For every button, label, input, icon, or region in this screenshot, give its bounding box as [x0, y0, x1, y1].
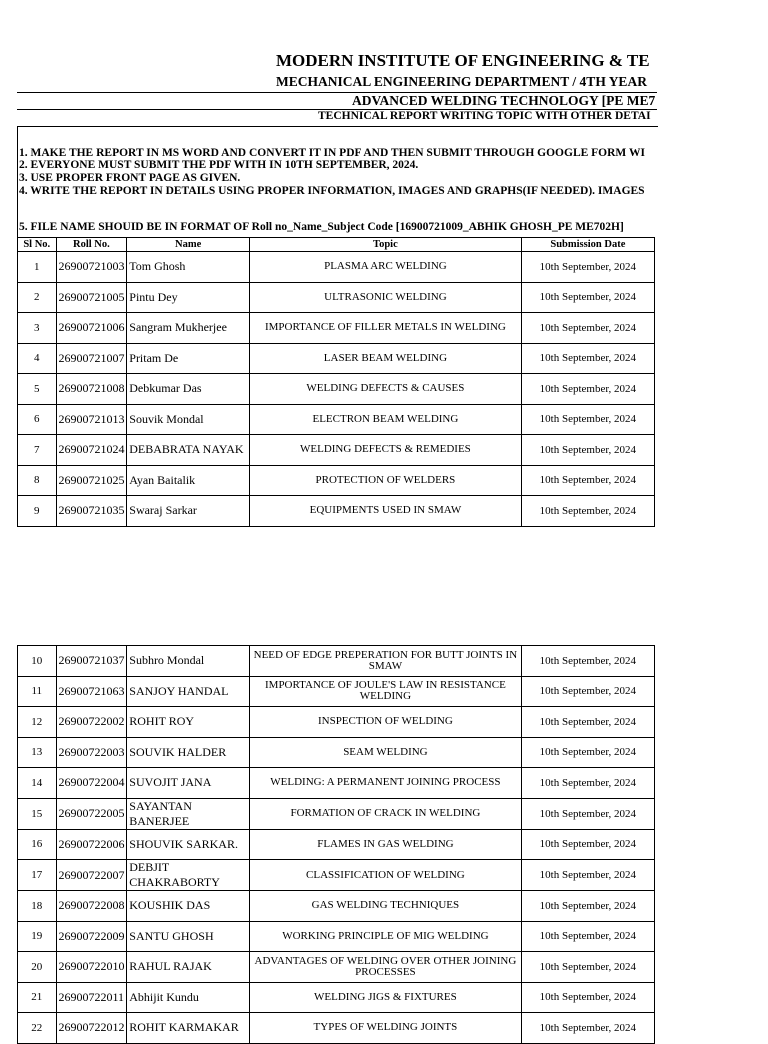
- cell-submission-date: 10th September, 2024: [521, 465, 654, 496]
- cell-submission-date: 10th September, 2024: [521, 676, 654, 707]
- cell-roll-no: 26900721005: [56, 282, 127, 313]
- table-row: [18, 737, 655, 768]
- cell-sl-no: 10: [18, 646, 57, 677]
- cell-submission-date: 10th September, 2024: [521, 860, 654, 891]
- cell-topic: INSPECTION OF WELDING: [250, 707, 522, 738]
- cell-name: SANTU GHOSH: [127, 921, 250, 952]
- cell-roll-no: 26900722012: [56, 1013, 127, 1044]
- cell-roll-no: 26900721037: [56, 646, 127, 677]
- cell-roll-no: 26900721007: [56, 343, 127, 374]
- cell-topic: PROTECTION OF WELDERS: [250, 465, 522, 496]
- table-row: [18, 829, 655, 860]
- cell-submission-date: 10th September, 2024: [521, 737, 654, 768]
- subject-title: ADVANCED WELDING TECHNOLOGY [PE ME7: [352, 93, 656, 108]
- table-row: [18, 252, 655, 283]
- cell-name: Swaraj Sarkar: [127, 496, 250, 527]
- table-row: [18, 496, 655, 527]
- cell-topic: IMPORTANCE OF JOULE'S LAW IN RESISTANCE WELDING: [250, 676, 522, 707]
- table-row: [18, 798, 655, 829]
- cell-topic: FORMATION OF CRACK IN WELDING: [250, 798, 522, 829]
- table-header-row: [18, 238, 655, 252]
- table-row: [18, 982, 655, 1013]
- cell-name: Souvik Mondal: [127, 404, 250, 435]
- cell-topic: ULTRASONIC WELDING: [250, 282, 522, 313]
- table-row: [18, 465, 655, 496]
- cell-roll-no: 26900721006: [56, 313, 127, 344]
- cell-sl-no: 21: [18, 982, 57, 1013]
- cell-roll-no: 26900722003: [56, 737, 127, 768]
- cell-roll-no: 26900722006: [56, 829, 127, 860]
- cell-topic: WORKING PRINCIPLE OF MIG WELDING: [250, 921, 522, 952]
- table-row: [18, 891, 655, 922]
- cell-name: KOUSHIK DAS: [127, 891, 250, 922]
- cell-sl-no: 8: [18, 465, 57, 496]
- cell-topic: CLASSIFICATION OF WELDING: [250, 860, 522, 891]
- cell-submission-date: 10th September, 2024: [521, 891, 654, 922]
- col-header-roll: Roll No.: [56, 238, 127, 252]
- cell-roll-no: 26900722011: [56, 982, 127, 1013]
- cell-roll-no: 26900721063: [56, 676, 127, 707]
- cell-submission-date: 10th September, 2024: [521, 313, 654, 344]
- cell-topic: WELDING DEFECTS & CAUSES: [250, 374, 522, 405]
- cell-roll-no: 26900722007: [56, 860, 127, 891]
- table-row: [18, 404, 655, 435]
- cell-roll-no: 26900722004: [56, 768, 127, 799]
- col-header-date: Submission Date: [521, 238, 654, 252]
- table-row: [18, 646, 655, 677]
- institute-title: MODERN INSTITUTE OF ENGINEERING & TE: [276, 51, 650, 70]
- cell-submission-date: 10th September, 2024: [521, 343, 654, 374]
- cell-submission-date: 10th September, 2024: [521, 952, 654, 983]
- cell-roll-no: 26900722010: [56, 952, 127, 983]
- cell-topic: GAS WELDING TECHNIQUES: [250, 891, 522, 922]
- col-header-sl: Sl No.: [18, 238, 57, 252]
- cell-topic: SEAM WELDING: [250, 737, 522, 768]
- cell-name: SUVOJIT JANA: [127, 768, 250, 799]
- instruction-3: 3. USE PROPER FRONT PAGE AS GIVEN.: [19, 172, 241, 184]
- cell-roll-no: 26900721008: [56, 374, 127, 405]
- table-row: [18, 676, 655, 707]
- cell-name: ROHIT KARMAKAR: [127, 1013, 250, 1044]
- cell-sl-no: 20: [18, 952, 57, 983]
- cell-roll-no: 26900722002: [56, 707, 127, 738]
- cell-topic: NEED OF EDGE PREPERATION FOR BUTT JOINTS IN SMAW: [250, 646, 522, 677]
- cell-roll-no: 26900721025: [56, 465, 127, 496]
- cell-sl-no: 4: [18, 343, 57, 374]
- cell-name: ROHIT ROY: [127, 707, 250, 738]
- table-row: [18, 768, 655, 799]
- table-row: [18, 282, 655, 313]
- cell-sl-no: 1: [18, 252, 57, 283]
- cell-roll-no: 26900722005: [56, 798, 127, 829]
- cell-sl-no: 5: [18, 374, 57, 405]
- cell-topic: LASER BEAM WELDING: [250, 343, 522, 374]
- cell-topic: EQUIPMENTS USED IN SMAW: [250, 496, 522, 527]
- cell-roll-no: 26900721035: [56, 496, 127, 527]
- cell-name: SOUVIK HALDER: [127, 737, 250, 768]
- cell-submission-date: 10th September, 2024: [521, 404, 654, 435]
- table-row: [18, 1013, 655, 1044]
- cell-name: Sangram Mukherjee: [127, 313, 250, 344]
- cell-sl-no: 3: [18, 313, 57, 344]
- cell-submission-date: 10th September, 2024: [521, 252, 654, 283]
- instruction-5: 5. FILE NAME SHOUID BE IN FORMAT OF Roll no_Name_Subject Code [16900721009_ABHIK GHOSH_PE ME702H]: [19, 221, 624, 233]
- cell-name: RAHUL RAJAK: [127, 952, 250, 983]
- cell-submission-date: 10th September, 2024: [521, 374, 654, 405]
- cell-sl-no: 17: [18, 860, 57, 891]
- cell-topic: TYPES OF WELDING JOINTS: [250, 1013, 522, 1044]
- cell-name: SAYANTAN BANERJEE: [127, 798, 250, 829]
- cell-sl-no: 13: [18, 737, 57, 768]
- cell-sl-no: 16: [18, 829, 57, 860]
- department-title: MECHANICAL ENGINEERING DEPARTMENT / 4TH YEAR: [276, 74, 647, 89]
- cell-submission-date: 10th September, 2024: [521, 707, 654, 738]
- cell-sl-no: 14: [18, 768, 57, 799]
- table-row: [18, 313, 655, 344]
- cell-submission-date: 10th September, 2024: [521, 1013, 654, 1044]
- cell-topic: WELDING DEFECTS & REMEDIES: [250, 435, 522, 466]
- cell-name: Debkumar Das: [127, 374, 250, 405]
- cell-sl-no: 19: [18, 921, 57, 952]
- table-row: [18, 921, 655, 952]
- table-row: [18, 952, 655, 983]
- topic-table-part-1: [17, 237, 655, 527]
- cell-sl-no: 18: [18, 891, 57, 922]
- cell-roll-no: 26900722009: [56, 921, 127, 952]
- instruction-1: 1. MAKE THE REPORT IN MS WORD AND CONVERT IT IN PDF AND THEN SUBMIT THROUGH GOOGLE FORM WI: [19, 147, 645, 159]
- cell-name: DEBJIT CHAKRABORTY: [127, 860, 250, 891]
- instruction-4: 4. WRITE THE REPORT IN DETAILS USING PROPER INFORMATION, IMAGES AND GRAPHS(IF NEEDED). IMAGES: [19, 185, 645, 197]
- cell-topic: PLASMA ARC WELDING: [250, 252, 522, 283]
- table-row: [18, 374, 655, 405]
- cell-topic: ELECTRON BEAM WELDING: [250, 404, 522, 435]
- table-row: [18, 343, 655, 374]
- table-row: [18, 435, 655, 466]
- cell-topic: FLAMES IN GAS WELDING: [250, 829, 522, 860]
- cell-submission-date: 10th September, 2024: [521, 435, 654, 466]
- cell-sl-no: 11: [18, 676, 57, 707]
- cell-sl-no: 2: [18, 282, 57, 313]
- cell-submission-date: 10th September, 2024: [521, 798, 654, 829]
- cell-sl-no: 22: [18, 1013, 57, 1044]
- cell-name: Subhro Mondal: [127, 646, 250, 677]
- cell-roll-no: 26900721003: [56, 252, 127, 283]
- cell-name: Tom Ghosh: [127, 252, 250, 283]
- col-header-name: Name: [127, 238, 250, 252]
- table-row: [18, 860, 655, 891]
- cell-sl-no: 7: [18, 435, 57, 466]
- cell-name: Abhijit Kundu: [127, 982, 250, 1013]
- cell-submission-date: 10th September, 2024: [521, 768, 654, 799]
- cell-sl-no: 12: [18, 707, 57, 738]
- cell-topic: WELDING: A PERMANENT JOINING PROCESS: [250, 768, 522, 799]
- cell-name: Pritam De: [127, 343, 250, 374]
- cell-name: Ayan Baitalik: [127, 465, 250, 496]
- cell-name: SANJOY HANDAL: [127, 676, 250, 707]
- cell-sl-no: 15: [18, 798, 57, 829]
- cell-submission-date: 10th September, 2024: [521, 982, 654, 1013]
- cell-sl-no: 9: [18, 496, 57, 527]
- report-subtitle: TECHNICAL REPORT WRITING TOPIC WITH OTHER DETAI: [318, 110, 651, 122]
- cell-submission-date: 10th September, 2024: [521, 921, 654, 952]
- cell-topic: ADVANTAGES OF WELDING OVER OTHER JOINING PROCESSES: [250, 952, 522, 983]
- cell-submission-date: 10th September, 2024: [521, 646, 654, 677]
- cell-sl-no: 6: [18, 404, 57, 435]
- cell-submission-date: 10th September, 2024: [521, 496, 654, 527]
- col-header-topic: Topic: [250, 238, 522, 252]
- cell-topic: WELDING JIGS & FIXTURES: [250, 982, 522, 1013]
- cell-submission-date: 10th September, 2024: [521, 829, 654, 860]
- cell-name: Pintu Dey: [127, 282, 250, 313]
- cell-topic: IMPORTANCE OF FILLER METALS IN WELDING: [250, 313, 522, 344]
- table-row: [18, 707, 655, 738]
- instruction-2: 2. EVERYONE MUST SUBMIT THE PDF WITH IN 10TH SEPTEMBER, 2024.: [19, 159, 419, 171]
- cell-name: SHOUVIK SARKAR.: [127, 829, 250, 860]
- cell-submission-date: 10th September, 2024: [521, 282, 654, 313]
- cell-roll-no: 26900722008: [56, 891, 127, 922]
- topic-table-part-2: [17, 645, 655, 1044]
- cell-name: DEBABRATA NAYAK: [127, 435, 250, 466]
- cell-roll-no: 26900721024: [56, 435, 127, 466]
- cell-roll-no: 26900721013: [56, 404, 127, 435]
